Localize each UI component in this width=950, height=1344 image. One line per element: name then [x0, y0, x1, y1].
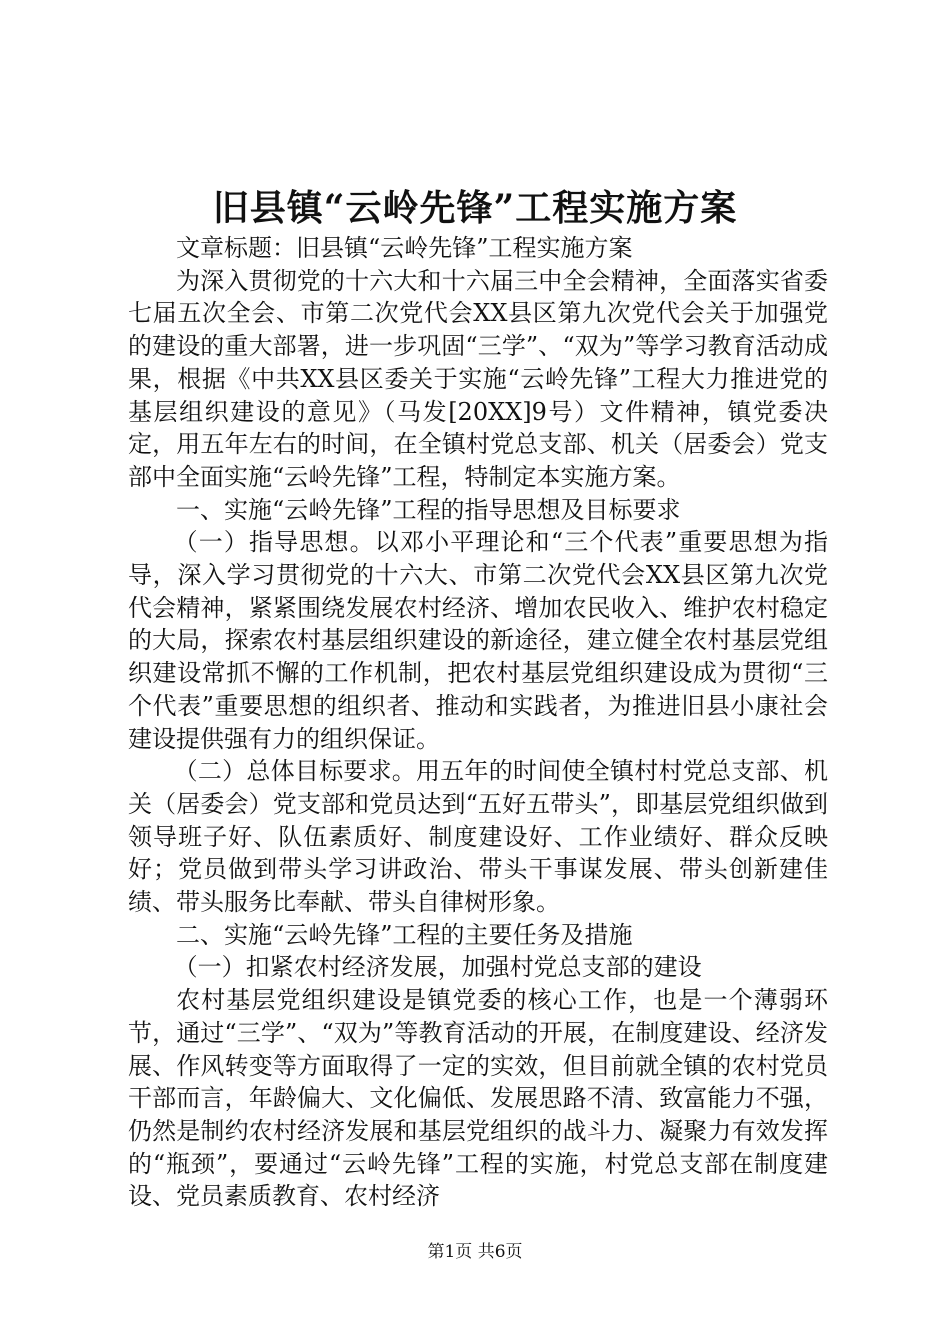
- rural-party-building-paragraph: 农村基层党组织建设是镇党委的核心工作，也是一个薄弱环节，通过“三学”、“双为”等教育活动的开展，在制度建设、经济发展、作风转变等方面取得了一定的实效，但目前就全镇的农村党员干部而言，年龄偏大、文化偏低、发展思路不清、致富能力不强，仍然是制约农村经济发展和基层党组织的战斗力、凝聚力有效发挥的“瓶颈”，要通过“云岭先锋”工程的实施，村党总支部在制度建设、党员素质教育、农村经济: [128, 986, 828, 1211]
- overall-goals-paragraph: （二）总体目标要求。用五年的时间使全镇村村党总支部、机关（居委会）党支部和党员达到“五好五带头”，即基层党组织做到领导班子好、队伍素质好、制度建设好、工作业绩好、群众反映好；党员做到带头学习讲政治、带头干事谋发展、带头创新建佳绩、带头服务比奉献、带头自律树形象。: [128, 757, 828, 917]
- document-body: [128, 232, 828, 1213]
- page-number-footer: 第1页 共6页: [427, 1242, 523, 1262]
- section-heading-1: 一、实施“云岭先锋”工程的指导思想及目标要求: [176, 495, 681, 524]
- guiding-ideology-paragraph: （一）指导思想。以邓小平理论和“三个代表”重要思想为指导，深入学习贯彻党的十六大、市第二次党代会XX县区第九次党代会精神，紧紧围绕发展农村经济、增加农民收入、维护农村稳定的大局，探索农村基层组织建设的新途径，建立健全农村基层党组织建设常抓不懈的工作机制，把农村基层党组织建设成为贯彻“三个代表”重要思想的组织者、推动和实践者，为推进旧县小康社会建设提供强有力的组织保证。: [128, 528, 828, 753]
- document-title: 旧县镇“云岭先锋”工程实施方案: [212, 187, 738, 229]
- section-heading-2: 二、实施“云岭先锋”工程的主要任务及措施: [176, 920, 633, 949]
- subsection-heading-2-1: （一）扣紧农村经济发展，加强村党总支部的建设: [173, 953, 702, 982]
- article-title-line: 文章标题：旧县镇“云岭先锋”工程实施方案: [176, 234, 633, 262]
- intro-paragraph: 为深入贯彻党的十六大和十六届三中全会精神，全面落实省委七届五次全会、市第二次党代会XX县区第九次党代会关于加强党的建设的重大部署，进一步巩固“三学”、“双为”等学习教育活动成果，根据《中共XX县区委关于实施“云岭先锋”工程大力推进党的基层组织建设的意见》（马发[20XX]9号）文件精神，镇党委决定，用五年左右的时间，在全镇村党总支部、机关（居委会）党支部中全面实施“云岭先锋”工程，特制定本实施方案。: [128, 266, 828, 491]
